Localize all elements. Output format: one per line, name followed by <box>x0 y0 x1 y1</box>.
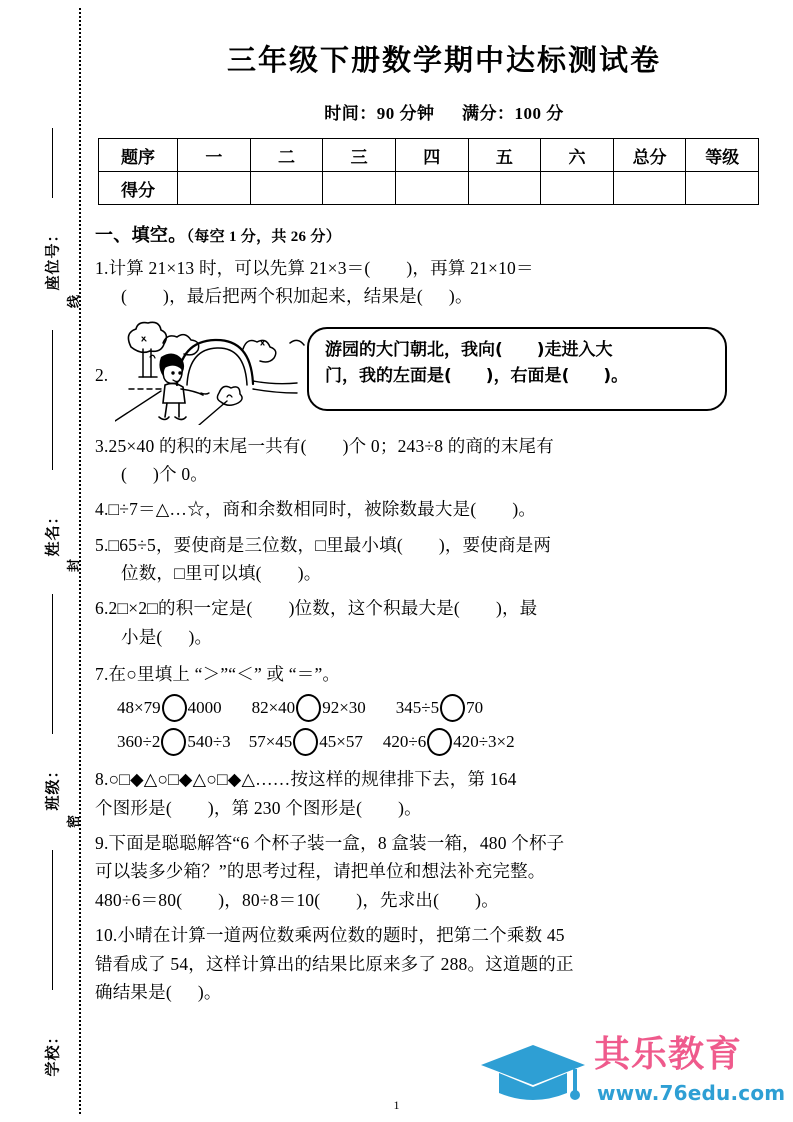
answer-blank[interactable] <box>121 460 159 488</box>
page-number: 1 <box>393 1098 400 1112</box>
question-2-text-a: 游园的大门朝北，我向 <box>325 339 495 360</box>
comparison-left: 360÷2 <box>117 732 161 752</box>
question-3-line-1 <box>95 432 793 460</box>
question-8-number: 8. <box>95 769 109 790</box>
answer-blank[interactable] <box>433 886 481 914</box>
seal-char-line: 线 <box>67 294 83 309</box>
question-10-line-2: 错看成了 54，这样计算出的结果比原来多了 288。这道题的正 <box>95 953 574 974</box>
question-5-text-a: □65÷5，要使商是三位数，□里最小填 <box>108 534 397 555</box>
question-7 <box>95 660 793 688</box>
margin-rule <box>52 330 53 470</box>
time-label: 时间：90 分钟 <box>324 104 435 123</box>
question-9 <box>95 829 793 914</box>
answer-blank[interactable] <box>364 254 412 282</box>
question-10-text-d: 。 <box>203 981 222 1002</box>
question-2-text-b: 走进入大 <box>544 339 613 360</box>
answer-blank[interactable] <box>314 886 362 914</box>
comparison-item <box>396 694 483 722</box>
question-6-line-1 <box>95 594 793 622</box>
col-header-1: 一 <box>178 139 251 172</box>
question-5-number: 5. <box>95 534 109 555</box>
answer-blank[interactable] <box>470 495 518 523</box>
question-6-text-a: 2□×2□的积一定是 <box>108 598 247 619</box>
answer-blank[interactable] <box>156 623 194 651</box>
comparison-right: 540÷3 <box>187 732 231 752</box>
answer-blank[interactable] <box>495 338 545 364</box>
comparison-row-2 <box>117 728 793 756</box>
speech-bubble <box>307 327 727 411</box>
question-5-line-1 <box>95 531 793 559</box>
answer-blank[interactable] <box>166 978 204 1006</box>
answer-blank[interactable] <box>444 364 494 390</box>
question-3-line-2 <box>95 460 793 488</box>
comparison-item <box>249 728 363 756</box>
question-8-text-c: ，第 230 个图形是 <box>213 797 357 818</box>
question-10 <box>95 921 793 1006</box>
paper-content <box>95 0 793 1122</box>
score-cell-total[interactable] <box>613 172 686 205</box>
comparison-item <box>252 694 366 722</box>
question-4 <box>95 495 793 523</box>
answer-blank[interactable] <box>176 886 224 914</box>
score-cell-3[interactable] <box>323 172 396 205</box>
question-5-line-2 <box>95 559 793 587</box>
question-3-text-c: 个 0。 <box>159 464 208 485</box>
question-1-text-b: ，再算 21×10＝ <box>412 258 534 278</box>
question-6-text-d: 小是 <box>121 626 157 647</box>
comparison-circle[interactable] <box>161 728 186 756</box>
seal-margin <box>0 0 95 1122</box>
question-8-text-b: 个图形是 <box>95 797 166 818</box>
question-3-text-a: 25×40 的积的末尾一共有 <box>108 435 301 456</box>
table-row-header <box>99 139 759 172</box>
comparison-left: 420÷6 <box>382 732 427 752</box>
comparison-left: 57×45 <box>248 732 293 752</box>
question-5-text-d: 。 <box>303 563 322 584</box>
question-8 <box>95 765 793 822</box>
col-header-grade: 等级 <box>686 139 759 172</box>
answer-blank[interactable] <box>417 282 455 310</box>
question-6-line-2 <box>95 623 793 651</box>
question-10-number: 10. <box>95 925 118 946</box>
exam-info <box>95 99 793 124</box>
question-2 <box>95 321 793 425</box>
question-9-number: 9. <box>95 833 109 854</box>
answer-blank[interactable] <box>166 794 214 822</box>
question-9-line-2: 可以装多少箱？”的思考过程，请把单位和想法补充完整。 <box>95 861 546 882</box>
answer-blank[interactable] <box>301 432 349 460</box>
question-9-expr-a: 480÷6＝80 <box>95 889 177 910</box>
question-2-text-e: 。 <box>611 365 629 386</box>
comparison-item <box>383 728 515 756</box>
question-8-line-1 <box>95 765 793 793</box>
score-cell-grade[interactable] <box>686 172 759 205</box>
margin-label-class: 班级： <box>43 762 62 811</box>
question-2-number: 2. <box>95 364 109 385</box>
comparison-right: 4000 <box>187 698 222 718</box>
question-1-number: 1. <box>95 258 109 278</box>
question-6-text-c: ，最 <box>501 598 538 619</box>
answer-blank[interactable] <box>454 594 502 622</box>
answer-blank[interactable] <box>356 794 404 822</box>
graduation-cap-icon <box>479 1043 587 1105</box>
question-3-text-b: 个 0；243÷8 的商的末尾有 <box>348 435 554 456</box>
comparison-right: 92×30 <box>322 698 366 718</box>
question-9-text-a: 下面是聪聪解答“6 个杯子装一盒，8 盒装一箱，480 个杯子 <box>108 833 565 854</box>
question-8-text-d: 。 <box>404 797 422 818</box>
comparison-item <box>117 728 231 756</box>
comparison-right: 45×57 <box>319 732 363 752</box>
question-10-line-1 <box>95 921 793 949</box>
score-cell-2[interactable] <box>250 172 323 205</box>
comparison-row-1 <box>117 694 793 722</box>
score-cell-1[interactable] <box>178 172 251 205</box>
watermark-url: www.76edu.com <box>597 1081 786 1105</box>
full-score-label: 满分：100 分 <box>462 104 564 123</box>
score-table <box>98 138 759 205</box>
question-9-expr-c: ，先求出 <box>362 889 434 910</box>
section-points: （每空 1 分，共 26 分） <box>186 229 342 245</box>
table-row-score <box>99 172 759 205</box>
row-header-question-order: 题序 <box>99 139 178 172</box>
col-header-total: 总分 <box>613 139 686 172</box>
score-cell-5[interactable] <box>468 172 541 205</box>
comparison-left: 345÷5 <box>395 698 440 718</box>
question-2-bubble-line-1 <box>325 338 711 364</box>
comparison-circle[interactable] <box>162 694 187 722</box>
question-10-text-c: 确结果是 <box>95 981 166 1002</box>
question-4-text-b: 。 <box>518 499 537 520</box>
question-6-text-b: 位数，这个积最大是 <box>294 598 454 619</box>
margin-label-name: 姓名： <box>43 508 62 557</box>
answer-blank[interactable] <box>121 282 169 310</box>
question-4-number: 4. <box>95 499 109 520</box>
col-header-3: 三 <box>323 139 396 172</box>
comparison-circle[interactable] <box>296 694 321 722</box>
question-9-line-1 <box>95 829 793 857</box>
margin-label-school: 学校： <box>43 1028 62 1077</box>
row-header-score: 得分 <box>99 172 178 205</box>
question-2-text-d: ，右面是 <box>493 365 562 386</box>
question-7-number: 7. <box>95 664 109 685</box>
question-3-number: 3. <box>95 435 109 456</box>
comparison-left: 82×40 <box>251 698 296 718</box>
col-header-5: 五 <box>468 139 541 172</box>
question-4-line-1 <box>95 495 793 523</box>
col-header-4: 四 <box>395 139 468 172</box>
question-9-expr-b: ，80÷8＝10 <box>224 889 315 910</box>
comparison-circle[interactable] <box>293 728 318 756</box>
watermark-brand: 其乐教育 <box>594 1034 743 1075</box>
margin-rule <box>52 850 53 990</box>
comparison-circle[interactable] <box>427 728 452 756</box>
comparison-item <box>117 694 222 722</box>
section-title: 一、填空。 <box>95 225 187 246</box>
seal-char-seal: 封 <box>67 558 83 573</box>
question-10-text-a: 小晴在计算一道两位数乘两位数的题时，把第二个乘数 45 <box>117 925 565 946</box>
answer-blank[interactable] <box>397 531 445 559</box>
question-7-line-1 <box>95 660 793 688</box>
answer-blank[interactable] <box>256 559 304 587</box>
answer-blank[interactable] <box>562 364 612 390</box>
park-gate-illustration <box>115 321 305 425</box>
question-8-pattern-text: ○□◆△○□◆△○□◆△……按这样的规律排下去，第 164 <box>108 769 517 790</box>
answer-blank[interactable] <box>247 594 295 622</box>
question-5-text-b: ，要使商是两 <box>444 534 552 555</box>
question-6-text-e: 。 <box>194 626 213 647</box>
seal-char-confidential: 密 <box>67 814 83 829</box>
question-4-text-a: □÷7＝△…☆，商和余数相同时，被除数最大是 <box>108 499 471 520</box>
question-6 <box>95 594 793 651</box>
question-9-expr-d: 。 <box>481 889 499 910</box>
question-8-line-2 <box>95 794 793 822</box>
col-header-2: 二 <box>250 139 323 172</box>
margin-label-seat-number: 座位号： <box>43 226 62 291</box>
margin-rule <box>52 594 53 734</box>
question-1-text-c: ，最后把两个积加起来，结果是 <box>169 286 417 307</box>
question-7-instruction: 在○里填上 “＞”“＜” 或 “＝”。 <box>108 664 341 685</box>
question-1 <box>95 254 793 311</box>
question-1-text-a: 计算 21×13 时，可以先算 21×3＝ <box>108 258 365 278</box>
question-6-number: 6. <box>95 598 109 619</box>
comparison-grid <box>95 694 793 756</box>
question-10-line-3 <box>95 978 793 1006</box>
section-heading-fill-blanks <box>95 221 793 247</box>
question-2-bubble-line-2 <box>325 364 711 390</box>
comparison-left: 48×79 <box>117 698 161 718</box>
margin-rule <box>52 128 53 198</box>
question-3 <box>95 432 793 489</box>
page-title: 三年级下册数学期中达标测试卷 <box>226 43 661 77</box>
question-1-line-1 <box>95 254 793 282</box>
question-5-text-c: 位数，□里可以填 <box>121 563 256 584</box>
col-header-6: 六 <box>541 139 614 172</box>
comparison-right: 70 <box>466 698 484 718</box>
score-cell-6[interactable] <box>541 172 614 205</box>
comparison-right: 420÷3×2 <box>453 732 515 752</box>
question-2-text-c: 门，我的左面是 <box>325 365 444 386</box>
question-9-line-3 <box>95 886 793 914</box>
question-1-line-2 <box>95 282 793 310</box>
comparison-circle[interactable] <box>440 694 465 722</box>
score-cell-4[interactable] <box>395 172 468 205</box>
question-5 <box>95 531 793 588</box>
question-1-text-d: 。 <box>454 286 473 307</box>
